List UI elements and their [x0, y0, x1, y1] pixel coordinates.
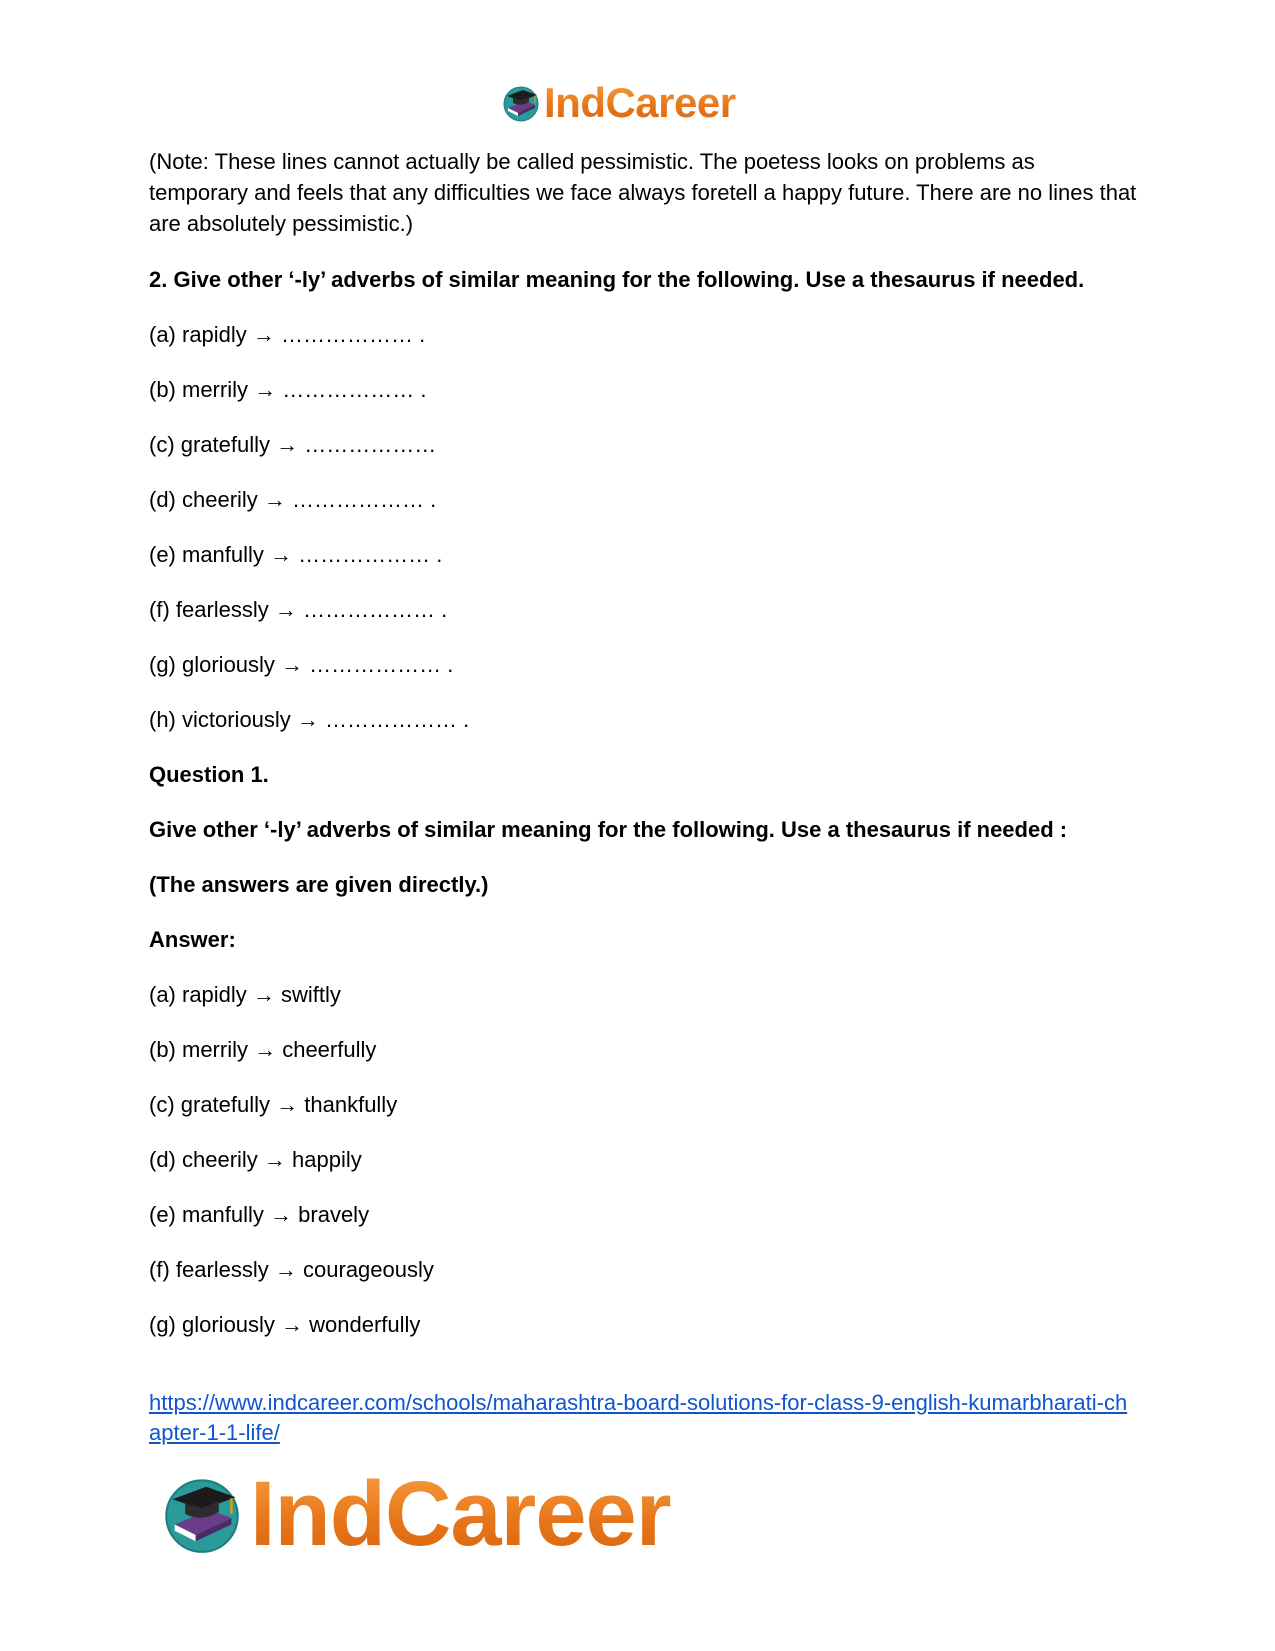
list-item: (g) gloriously → ……………… . [149, 652, 454, 677]
list-item: (e) manfully → bravely [149, 1202, 370, 1227]
list-item: (b) merrily → ……………… . [149, 377, 427, 402]
list-item: (c) gratefully → thankfully [149, 1092, 398, 1117]
question-1-label: Question 1. [149, 762, 269, 787]
list-item: (c) gratefully → ……………… [149, 432, 437, 457]
list-item: (d) cheerily → ……………… . [149, 487, 437, 512]
logo-wordmark-bottom: IndCareer [250, 1463, 671, 1565]
list-item: (e) manfully → ……………… . [149, 542, 443, 567]
indcareer-logo-bottom [160, 1463, 671, 1565]
graduation-cap-book-icon [160, 1472, 244, 1556]
answer-label: Answer: [149, 927, 236, 952]
list-item: (a) rapidly → ……………… . [149, 322, 426, 347]
main-content [149, 146, 1139, 1364]
list-item: (a) rapidly → swiftly [149, 982, 341, 1007]
list-item: (f) fearlessly → courageously [149, 1257, 434, 1282]
list-item: (g) gloriously → wonderfully [149, 1312, 421, 1337]
indcareer-logo-top [501, 80, 736, 126]
list-item: (d) cheerily → happily [149, 1147, 362, 1172]
list-item: (f) fearlessly → ……………… . [149, 597, 448, 622]
graduation-cap-book-icon [501, 83, 541, 123]
logo-wordmark-top: IndCareer [544, 79, 736, 126]
question-1-prompt: Give other ‘-ly’ adverbs of similar meaning for the following. Use a thesaurus if needed : [149, 817, 1068, 842]
question-2-heading: 2. Give other ‘-ly’ adverbs of similar meaning for the following. Use a thesaurus if needed. [149, 267, 1085, 292]
source-link[interactable]: https://www.indcareer.com/schools/maharashtra-board-solutions-for-class-9-english-kumarbharati-chapter-1-1-life/ [149, 1390, 1128, 1445]
answer-list [149, 979, 1139, 1340]
question-2-list [149, 319, 1139, 735]
question-1-note: (The answers are given directly.) [149, 872, 489, 897]
list-item: (h) victoriously → ……………… . [149, 707, 470, 732]
list-item: (b) merrily → cheerfully [149, 1037, 377, 1062]
note-paragraph: (Note: These lines cannot actually be called pessimistic. The poetess looks on problems as temporary and feels that any difficulties we face always foretell a happy future. There are no lines that are absolutely pessimistic.) [149, 149, 1137, 236]
